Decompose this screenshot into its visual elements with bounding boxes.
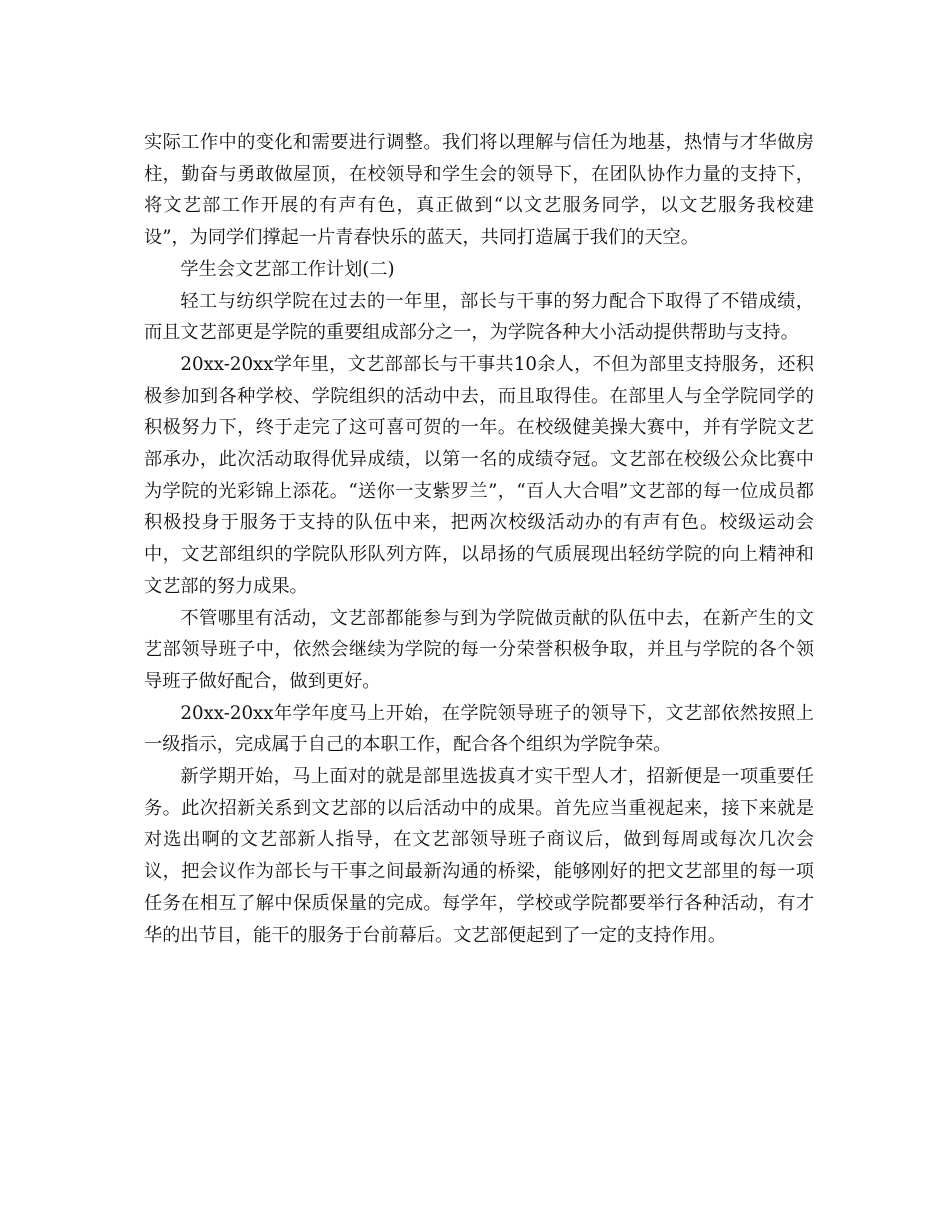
paragraph-continuation: 实际工作中的变化和需要进行调整。我们将以理解与信任为地基，热情与才华做房柱，勤奋与勇敢做屋顶，在校领导和学生会的领导下，在团队协作力量的支持下，将文艺部工作开展的有声有色，真正做到“以文艺服务同学，以文艺服务我校建设”，为同学们撑起一片青春快乐的蓝天，共同打造属于我们的天空。 — [144, 132, 814, 249]
paragraph: 20xx-20xx学年里，文艺部部长与干事共10余人，不但为部里支持服务，还积极参加到各种学校、学院组织的活动中去，而且取得佳。在部里人与全学院同学的积极努力下，终于走完了这可喜可贺的一年。在校级健美操大赛中，并有学院文艺部承办，此次活动取得优异成绩，以第一名的成绩夺冠。文艺部在校级公众比赛中为学院的光彩锦上添花。“送你一支紫罗兰”，“百人大合唱”文艺部的每一位成员都积极投身于服务于支持的队伍中来，把两次校级活动办的有声有色。校级运动会中，文艺部组织的学院队形队列方阵，以昂扬的气质展现出轻纺学院的向上精神和文艺部的努力成果。 — [144, 353, 814, 597]
document-body — [144, 127, 814, 951]
section-heading: 学生会文艺部工作计划(二) — [180, 258, 395, 280]
paragraph: 新学期开始，马上面对的就是部里选拔真才实干型人才，招新便是一项重要任务。此次招新关系到文艺部的以后活动中的成果。首先应当重视起来，接下来就是对选出啊的文艺部新人指导，在文艺部领导班子商议后，做到每周或每次几次会议，把会议作为部长与干事之间最新沟通的桥梁，能够刚好的把文艺部里的每一项任务在相互了解中保质保量的完成。每学年，学校或学院都要举行各种活动，有才华的出节目，能干的服务于台前幕后。文艺部便起到了一定的支持作用。 — [144, 766, 814, 946]
paragraph: 不管哪里有活动，文艺部都能参与到为学院做贡献的队伍中去，在新产生的文艺部领导班子中，依然会继续为学院的每一分荣誉积极争取，并且与学院的各个领导班子做好配合，做到更好。 — [144, 607, 814, 692]
paragraph: 20xx-20xx年学年度马上开始，在学院领导班子的领导下，文艺部依然按照上一级指示，完成属于自己的本职工作，配合各个组织为学院争荣。 — [144, 702, 814, 756]
paragraph: 轻工与纺织学院在过去的一年里，部长与干事的努力配合下取得了不错成绩，而且文艺部更是学院的重要组成部分之一，为学院各种大小活动提供帮助与支持。 — [144, 290, 814, 344]
